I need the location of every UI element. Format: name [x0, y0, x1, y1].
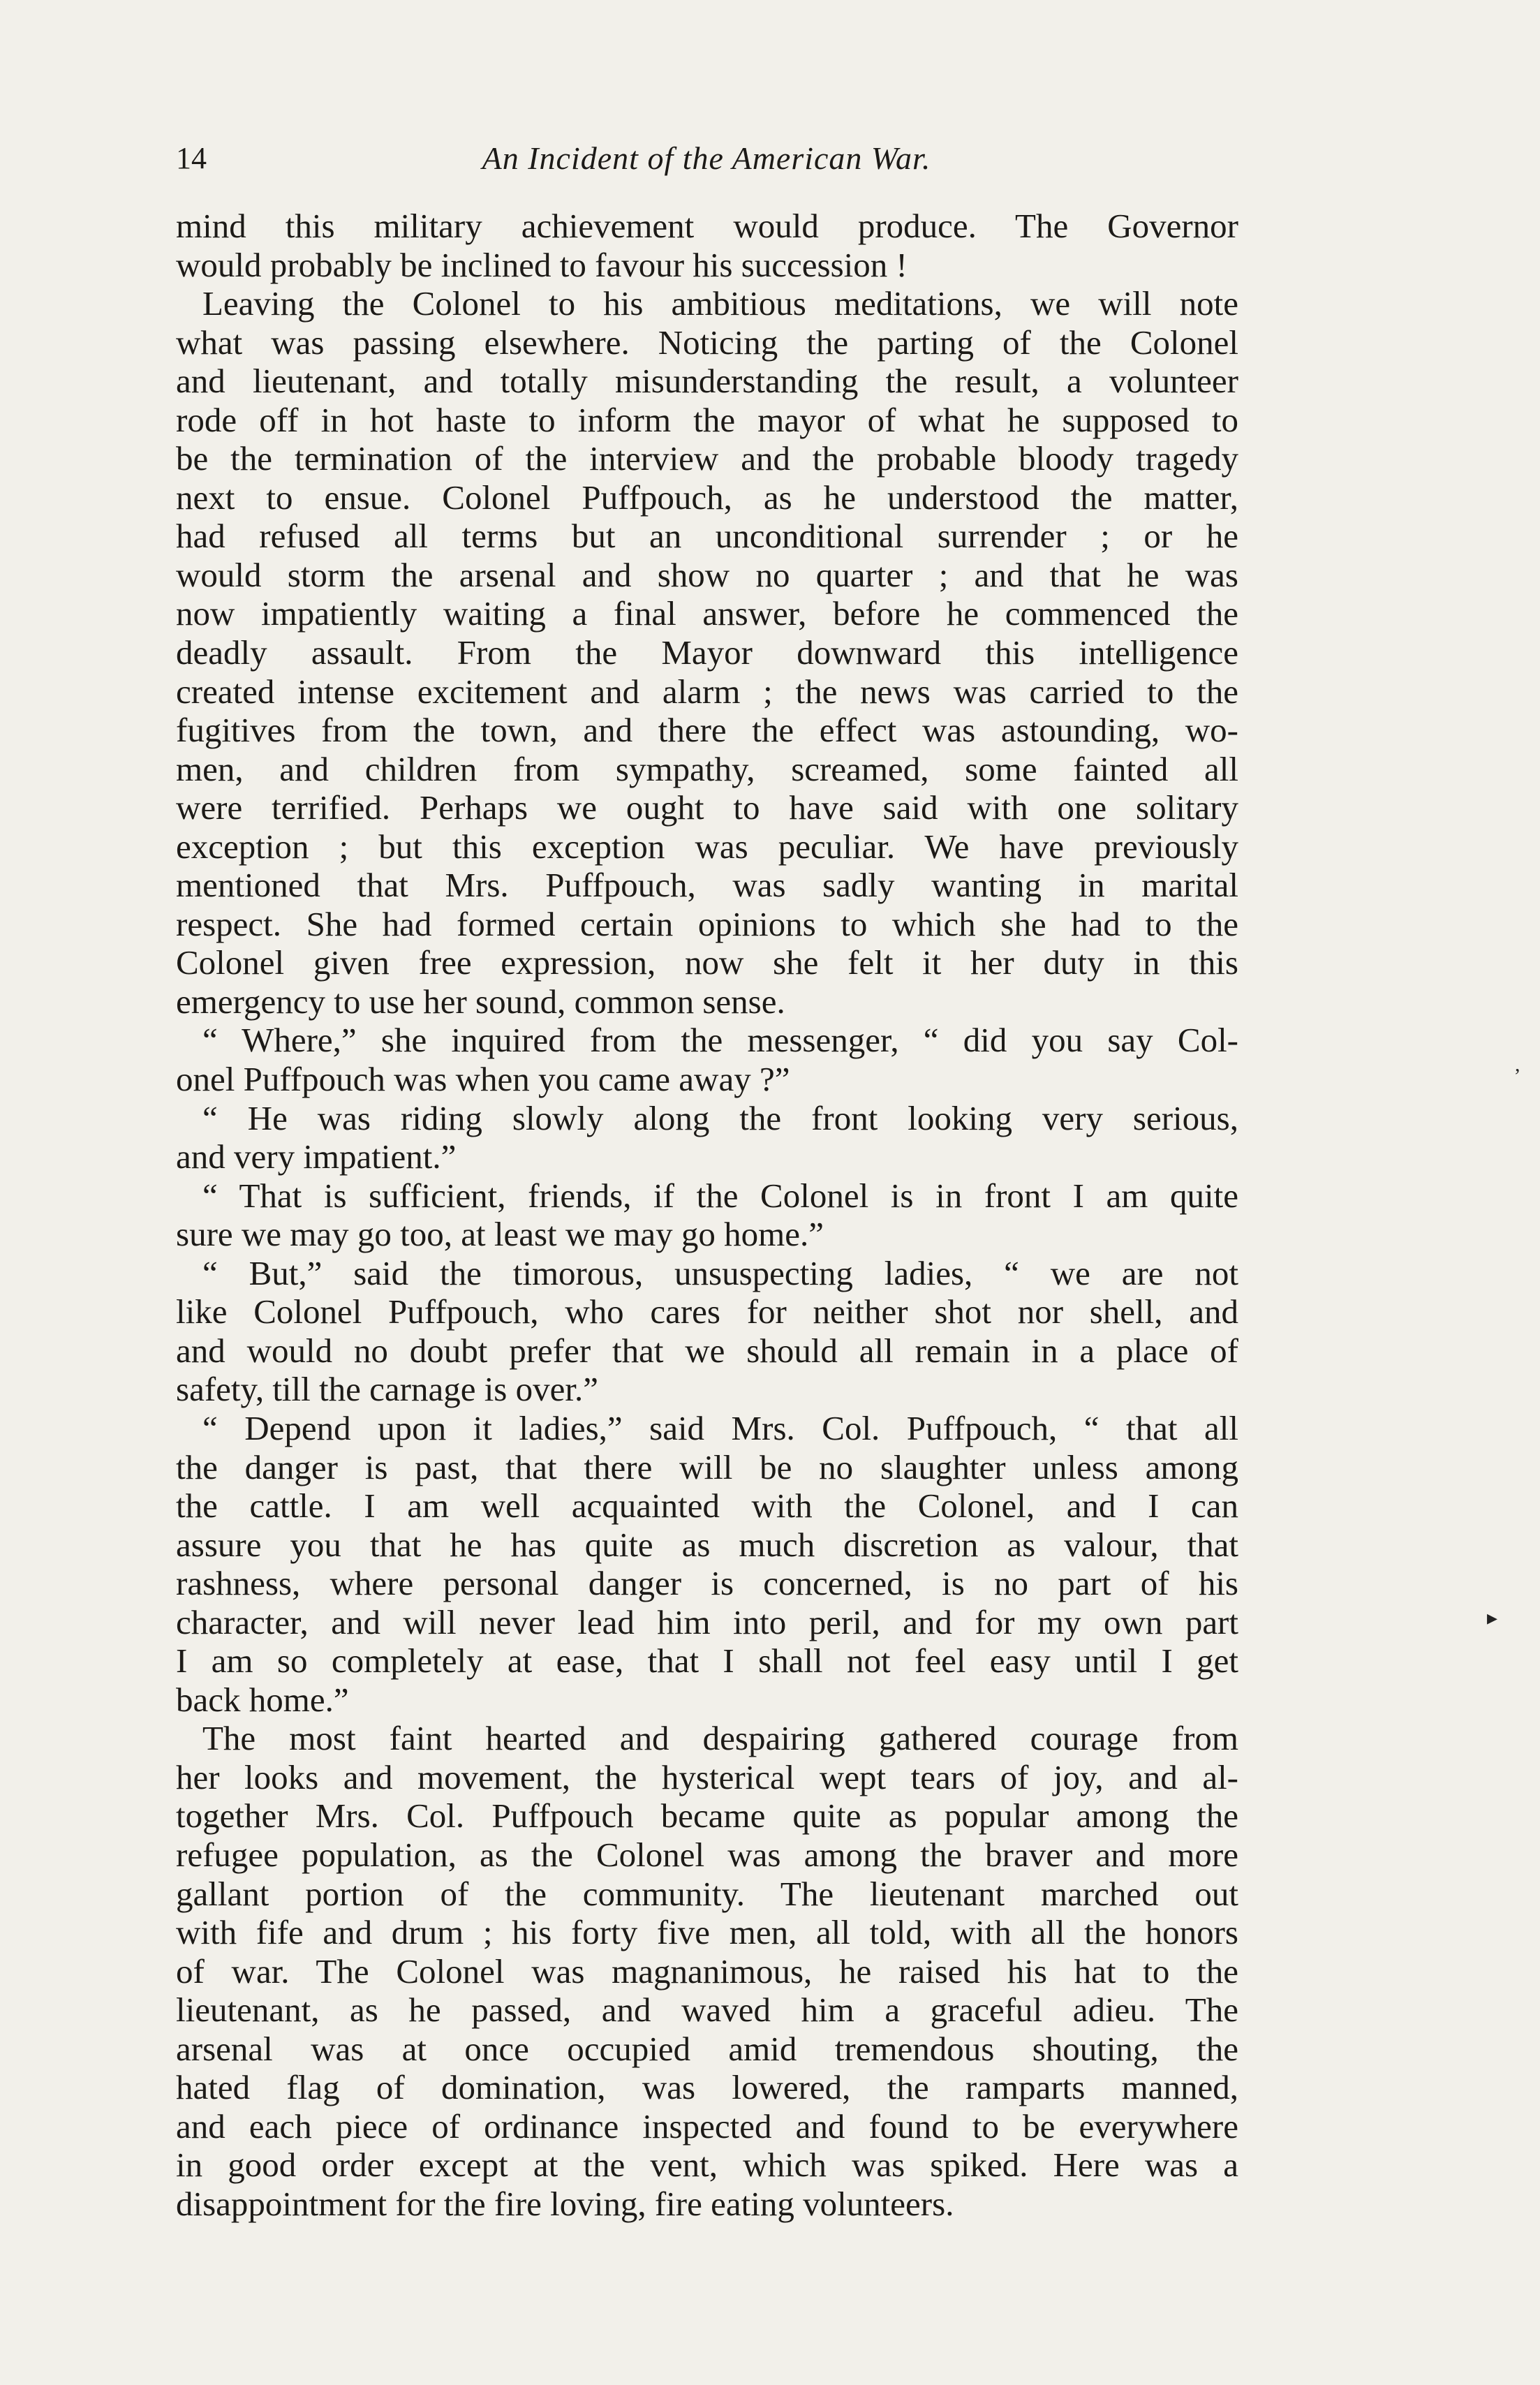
- text-line: and each piece of ordinance inspected and found to be everywhere: [176, 2106, 1238, 2146]
- text-line: were terrified. Perhaps we ought to have said with one solitary: [176, 788, 1238, 827]
- text-line: and would no doubt prefer that we should all remain in a place of: [176, 1331, 1238, 1370]
- text-line: safety, till the carnage is over.”: [176, 1370, 598, 1409]
- text-line: in good order except at the vent, which was spiked. Here was a: [176, 2146, 1238, 2185]
- text-line: character, and will never lead him into peril, and for my own part: [176, 1602, 1238, 1641]
- text-line: rode off in hot haste to inform the mayor of what he supposed to: [176, 400, 1238, 439]
- text-line: Leaving the Colonel to his ambitious meditations, we will note: [202, 284, 1238, 323]
- page-number: 14: [176, 141, 207, 175]
- text-line: The most faint hearted and despairing gathered courage from: [202, 1719, 1238, 1758]
- text-line: now impatiently waiting a final answer, before he commenced the: [176, 594, 1238, 633]
- text-line: what was passing elsewhere. Noticing the parting of the Colonel: [176, 323, 1238, 362]
- text-line: the danger is past, that there will be no slaughter unless among: [176, 1447, 1238, 1486]
- text-line: onel Puffpouch was when you came away ?”: [176, 1060, 790, 1099]
- text-line: deadly assault. From the Mayor downward this intelligence: [176, 633, 1238, 672]
- text-line: fugitives from the town, and there the effect was astounding, wo-: [176, 711, 1238, 750]
- text-line: created intense excitement and alarm ; the news was carried to the: [176, 672, 1238, 711]
- text-line: and very impatient.”: [176, 1137, 457, 1176]
- text-line: next to ensue. Colonel Puffpouch, as he understood the matter,: [176, 478, 1238, 517]
- text-line: arsenal was at once occupied amid tremendous shouting, the: [176, 2029, 1238, 2068]
- text-line: mind this military achievement would produce. The Governor: [176, 207, 1238, 245]
- text-line: would storm the arsenal and show no quarter ; and that he was: [176, 555, 1238, 594]
- text-line: I am so completely at ease, that I shall not feel easy until I get: [176, 1641, 1238, 1681]
- text-line: had refused all terms but an unconditional surrender ; or he: [176, 517, 1238, 556]
- text-line: of war. The Colonel was magnanimous, he raised his hat to the: [176, 1951, 1238, 1991]
- body-text: [176, 207, 1238, 2223]
- text-line: with fife and drum ; his forty five men, all told, with all the honors: [176, 1913, 1238, 1952]
- text-line: back home.”: [176, 1680, 349, 1719]
- text-line: respect. She had formed certain opinions to which she had to the: [176, 904, 1238, 943]
- text-line: together Mrs. Col. Puffpouch became quite as popular among the: [176, 1796, 1238, 1836]
- text-line: “ He was riding slowly along the front looking very serious,: [202, 1098, 1238, 1137]
- text-line: Colonel given free expression, now she felt it her duty in this: [176, 943, 1238, 982]
- text-line: “ Where,” she inquired from the messenger, “ did you say Col-: [202, 1021, 1238, 1060]
- text-line: “ That is sufficient, friends, if the Colonel is in front I am quite: [202, 1176, 1238, 1215]
- text-line: sure we may go too, at least we may go home.”: [176, 1215, 824, 1254]
- text-line: hated flag of domination, was lowered, the ramparts manned,: [176, 2068, 1238, 2107]
- text-line: would probably be inclined to favour his succession !: [176, 245, 908, 284]
- text-line: be the termination of the interview and the probable bloody tragedy: [176, 439, 1238, 478]
- text-line: her looks and movement, the hysterical wept tears of joy, and al-: [176, 1757, 1238, 1796]
- text-line: exception ; but this exception was peculiar. We have previously: [176, 827, 1238, 866]
- stray-mark: ▸: [1487, 1607, 1498, 1630]
- text-line: and lieutenant, and totally misunderstanding the result, a volunteer: [176, 362, 1238, 401]
- text-line: the cattle. I am well acquainted with the Colonel, and I can: [176, 1486, 1238, 1526]
- text-line: like Colonel Puffpouch, who cares for neither shot nor shell, and: [176, 1292, 1238, 1331]
- text-line: gallant portion of the community. The lieutenant marched out: [176, 1874, 1238, 1913]
- stray-mark: ,: [1515, 1053, 1520, 1076]
- text-line: men, and children from sympathy, screamed, some fainted all: [176, 749, 1238, 788]
- page-header: [176, 137, 1237, 186]
- text-line: emergency to use her sound, common sense.: [176, 982, 785, 1021]
- text-line: refugee population, as the Colonel was among the braver and more: [176, 1835, 1238, 1874]
- text-line: disappointment for the fire loving, fire eating volunteers.: [176, 2184, 954, 2223]
- text-line: mentioned that Mrs. Puffpouch, was sadly wanting in marital: [176, 866, 1238, 905]
- running-head: An Incident of the American War.: [482, 140, 931, 176]
- text-line: rashness, where personal danger is concerned, is no part of his: [176, 1564, 1238, 1603]
- text-line: “ But,” said the timorous, unsuspecting ladies, “ we are not: [202, 1253, 1238, 1292]
- text-line: “ Depend upon it ladies,” said Mrs. Col. Puffpouch, “ that all: [202, 1408, 1238, 1447]
- text-line: lieutenant, as he passed, and waved him a graceful adieu. The: [176, 1991, 1238, 2030]
- text-line: assure you that he has quite as much discretion as valour, that: [176, 1525, 1238, 1564]
